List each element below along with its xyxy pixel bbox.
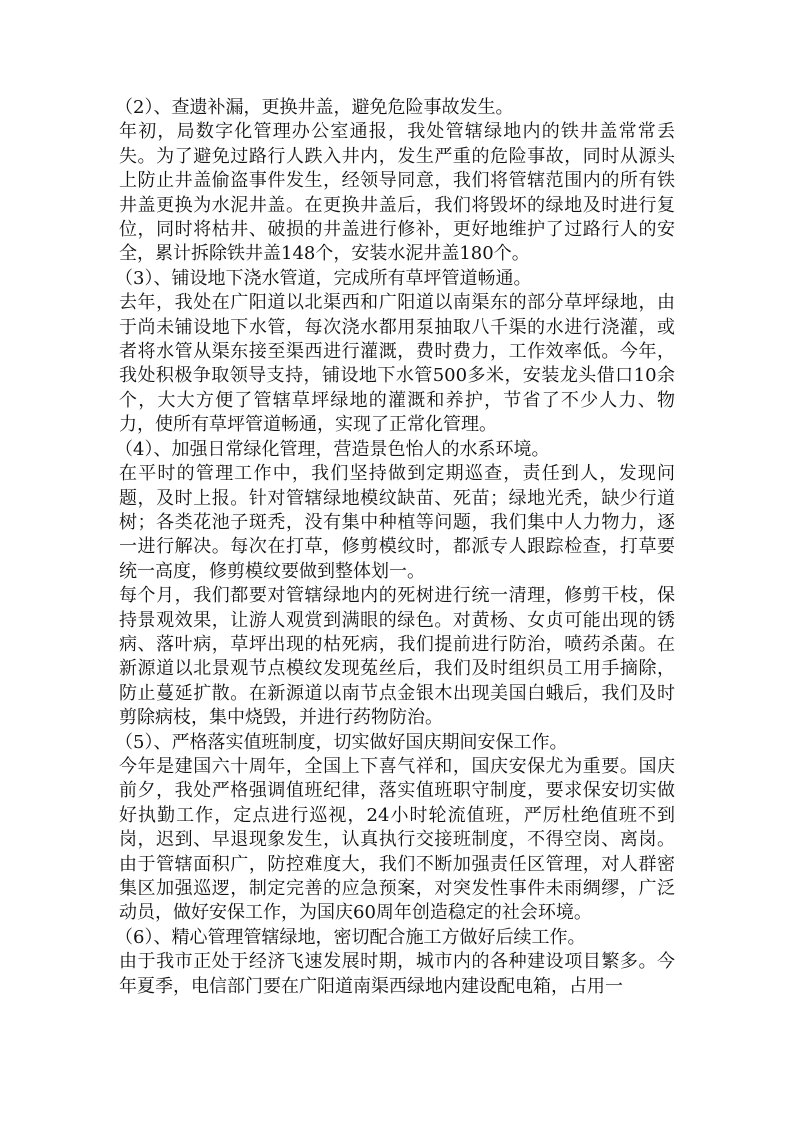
document-body [115,96,675,999]
paragraph-monthly-maintenance: 每个月，我们都要对管辖绿地内的死树进行统一清理，修剪干枝，保持景观效果，让游人观赏到满眼的绿色。对黄杨、女贞可能出现的锈病、落叶病，草坪出现的枯死病，我们提前进行防治，喷药杀菌。在新源道以北景观节点模纹发现菟丝后，我们及时组织员工用手摘除，防止蔓延扩散。在新源道以南节点金银木出现美国白蛾后，我们及时剪除病枝，集中烧毁，并进行药物防治。 [119,585,675,729]
section-heading-6: （6）、精心管理管辖绿地，密切配合施工方做好后续工作。 [115,926,586,948]
paragraph-construction-cooperation: 由于我市正处于经济飞速发展时期，城市内的各种建设项目繁多。今年夏季，电信部门要在广阳道南渠西绿地内建设配电箱，占用一 [119,951,675,997]
section-heading-3: （3）、铺设地下浇水管道，完成所有草坪管道畅通。 [115,267,532,289]
paragraph-national-day-security: 今年是建国六十周年，全国上下喜气祥和，国庆安保尤为重要。国庆前夕，我处严格强调值班纪律，落实值班职守制度，要求保安切实做好执勤工作，定点进行巡视，24小时轮流值班，严厉杜绝值班不到岗，迟到、早退现象发生，认真执行交接班制度，不得空岗、离岗。由于管辖面积广，防控难度大，我们不断加强责任区管理，对人群密集区加强巡逻，制定完善的应急预案，对突发性事件未雨绸缪，广泛动员，做好安保工作，为国庆60周年创造稳定的社会环境。 [119,755,675,924]
section-heading-5: （5）、严格落实值班制度，切实做好国庆期间安保工作。 [115,731,568,753]
section-heading-2: （2）、查遗补漏，更换井盖，避免危险事故发生。 [115,97,514,118]
paragraph-well-covers: 年初，局数字化管理办公室通报，我处管辖绿地内的铁井盖常常丢失。为了避免过路行人跌入井内，发生严重的危险事故，同时从源头上防止井盖偷盗事件发生，经领导同意，我们将管辖范围内的所有铁井盖更换为水泥井盖。在更换井盖后，我们将毁坏的绿地及时进行复位，同时将枯井、破损的井盖进行修补，更好地维护了过路行人的安全，累计拆除铁井盖148个，安装水泥井盖180个。 [119,121,675,265]
section-heading-4: （4）、加强日常绿化管理，营造景色怡人的水系环境。 [115,438,550,460]
paragraph-daily-management: 在平时的管理工作中，我们坚持做到定期巡查，责任到人，发现问题，及时上报。针对管辖绿地模纹缺苗、死苗；绿地光秃，缺少行道树；各类花池子斑秃，没有集中种植等问题，我们集中人力物力，逐一进行解决。每次在打草，修剪模纹时，都派专人跟踪检查，打草要统一高度，修剪模纹要做到整体划一。 [119,463,675,582]
paragraph-water-pipes: 去年，我处在广阳道以北渠西和广阳道以南渠东的部分草坪绿地，由于尚未铺设地下水管，每次浇水都用泵抽取八千渠的水进行浇灌，或者将水管从渠东接至渠西进行灌溉，费时费力，工作效率低。今年，我处积极争取领导支持，铺设地下水管500多米，安装龙头借口10余个，大大方便了管辖草坪绿地的灌溉和养护，节省了不少人力、物力，使所有草坪管道畅通，实现了正常化管理。 [119,292,675,436]
